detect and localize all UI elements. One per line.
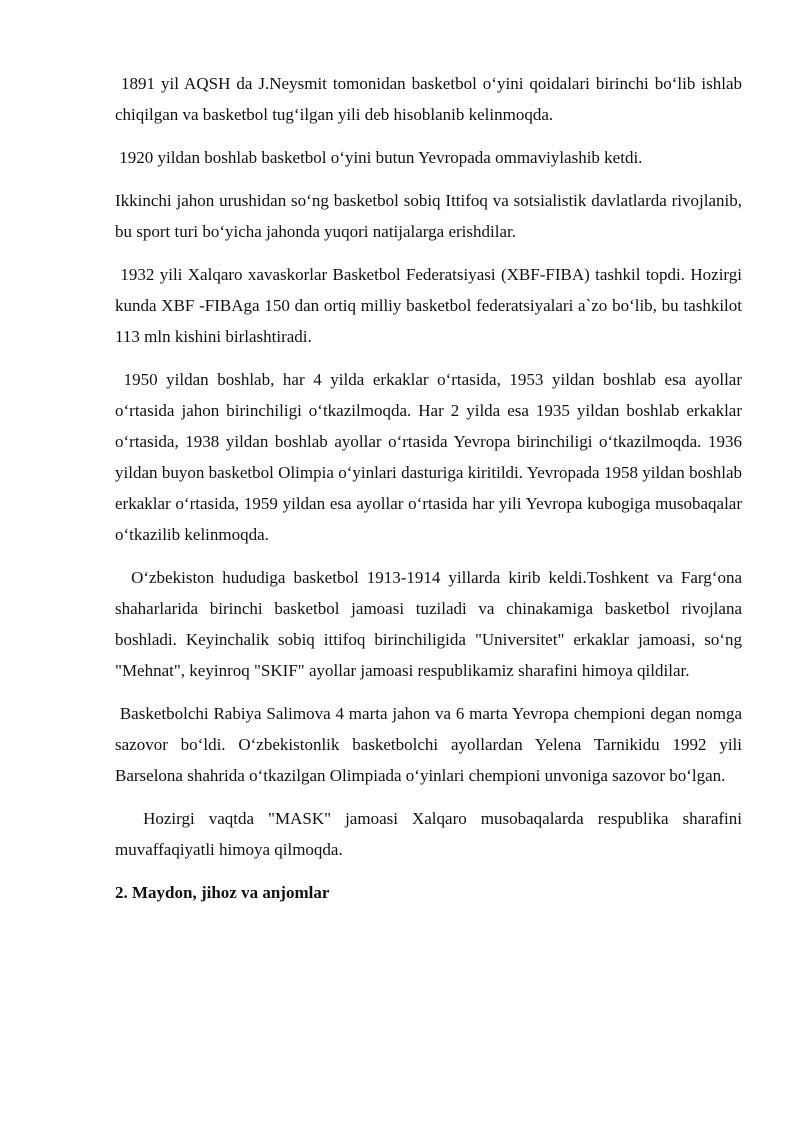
paragraph-championships: 1950 yildan boshlab, har 4 yilda erkaklar o‘rtasida, 1953 yildan boshlab esa ayollar o‘rtasida jahon birinchiligi o‘tkazilmoqda. Har 2 yilda esa 1935 yildan boshlab erkaklar o‘rtasida, 1938 yildan boshlab ayollar o‘rtasida Yevropa birinchiligi o‘tkazilmoqda. 1936 yildan buyon basketbol Olimpia o‘yinlari dasturiga kiritildi. Yevropada 1958 yildan boshlab erkaklar o‘rtasida, 1959 yildan esa ayollar o‘rtasida har yili Yevropa kubogiga musobaqalar o‘tkazilib kelinmoqda. bbox=[115, 370, 747, 544]
paragraph-mask-team: Hozirgi vaqtda "MASK" jamoasi Xalqaro musobaqalarda respublika sharafini muvaffaqiyatli himoya qilmoqda. bbox=[115, 809, 747, 859]
paragraph-post-war-development: Ikkinchi jahon urushidan so‘ng basketbol sobiq Ittifoq va sotsialistik davlatlarda rivojlanib, bu sport turi bo‘yicha jahonda yuqori natijalarga erishdilar. bbox=[115, 191, 747, 241]
paragraph-europe-popularization: 1920 yildan boshlab basketbol o‘yini butun Yevropada ommaviylashib ketdi. bbox=[115, 148, 643, 167]
paragraph-uzbekistan-history: O‘zbekiston hududiga basketbol 1913-1914 yillarda kirib keldi.Toshkent va Farg‘ona shaharlarida birinchi basketbol jamoasi tuziladi va chinakamiga basketbol rivojlana boshladi. Keyinchalik sobiq ittifoq birinchiligida "Universitet" erkaklar jamoasi, so‘ng "Mehnat", keyinroq "SKIF" ayollar jamoasi respublikamiz sharafini himoya qildilar. bbox=[115, 568, 747, 680]
document-page bbox=[115, 68, 747, 908]
paragraph-fiba-rules-origin: 1891 yil AQSH da J.Neysmit tomonidan basketbol o‘yini qoidalari birinchi bo‘lib ishlab chiqilgan va basketbol tug‘ilgan yili deb hisoblanib kelinmoqda. bbox=[115, 74, 747, 124]
paragraph-notable-players: Basketbolchi Rabiya Salimova 4 marta jahon va 6 marta Yevropa chempioni degan nomga sazovor bo‘ldi. O‘zbekistonlik basketbolchi ayollardan Yelena Tarnikidu 1992 yili Barselona shahrida o‘tkazilgan Olimpiada o‘yinlari chempioni unvoniga sazovor bo‘lgan. bbox=[115, 704, 747, 785]
paragraph-fiba-founding: 1932 yili Xalqaro xavaskorlar Basketbol Federatsiyasi (XBF-FIBA) tashkil topdi. Hozirgi kunda XBF -FIBAga 150 dan ortiq milliy basketbol federatsiyalari a`zo bo‘lib, bu tashkilot 113 mln kishini birlashtiradi. bbox=[115, 265, 747, 346]
section-heading: 2. Maydon, jihoz va anjomlar bbox=[115, 883, 330, 902]
